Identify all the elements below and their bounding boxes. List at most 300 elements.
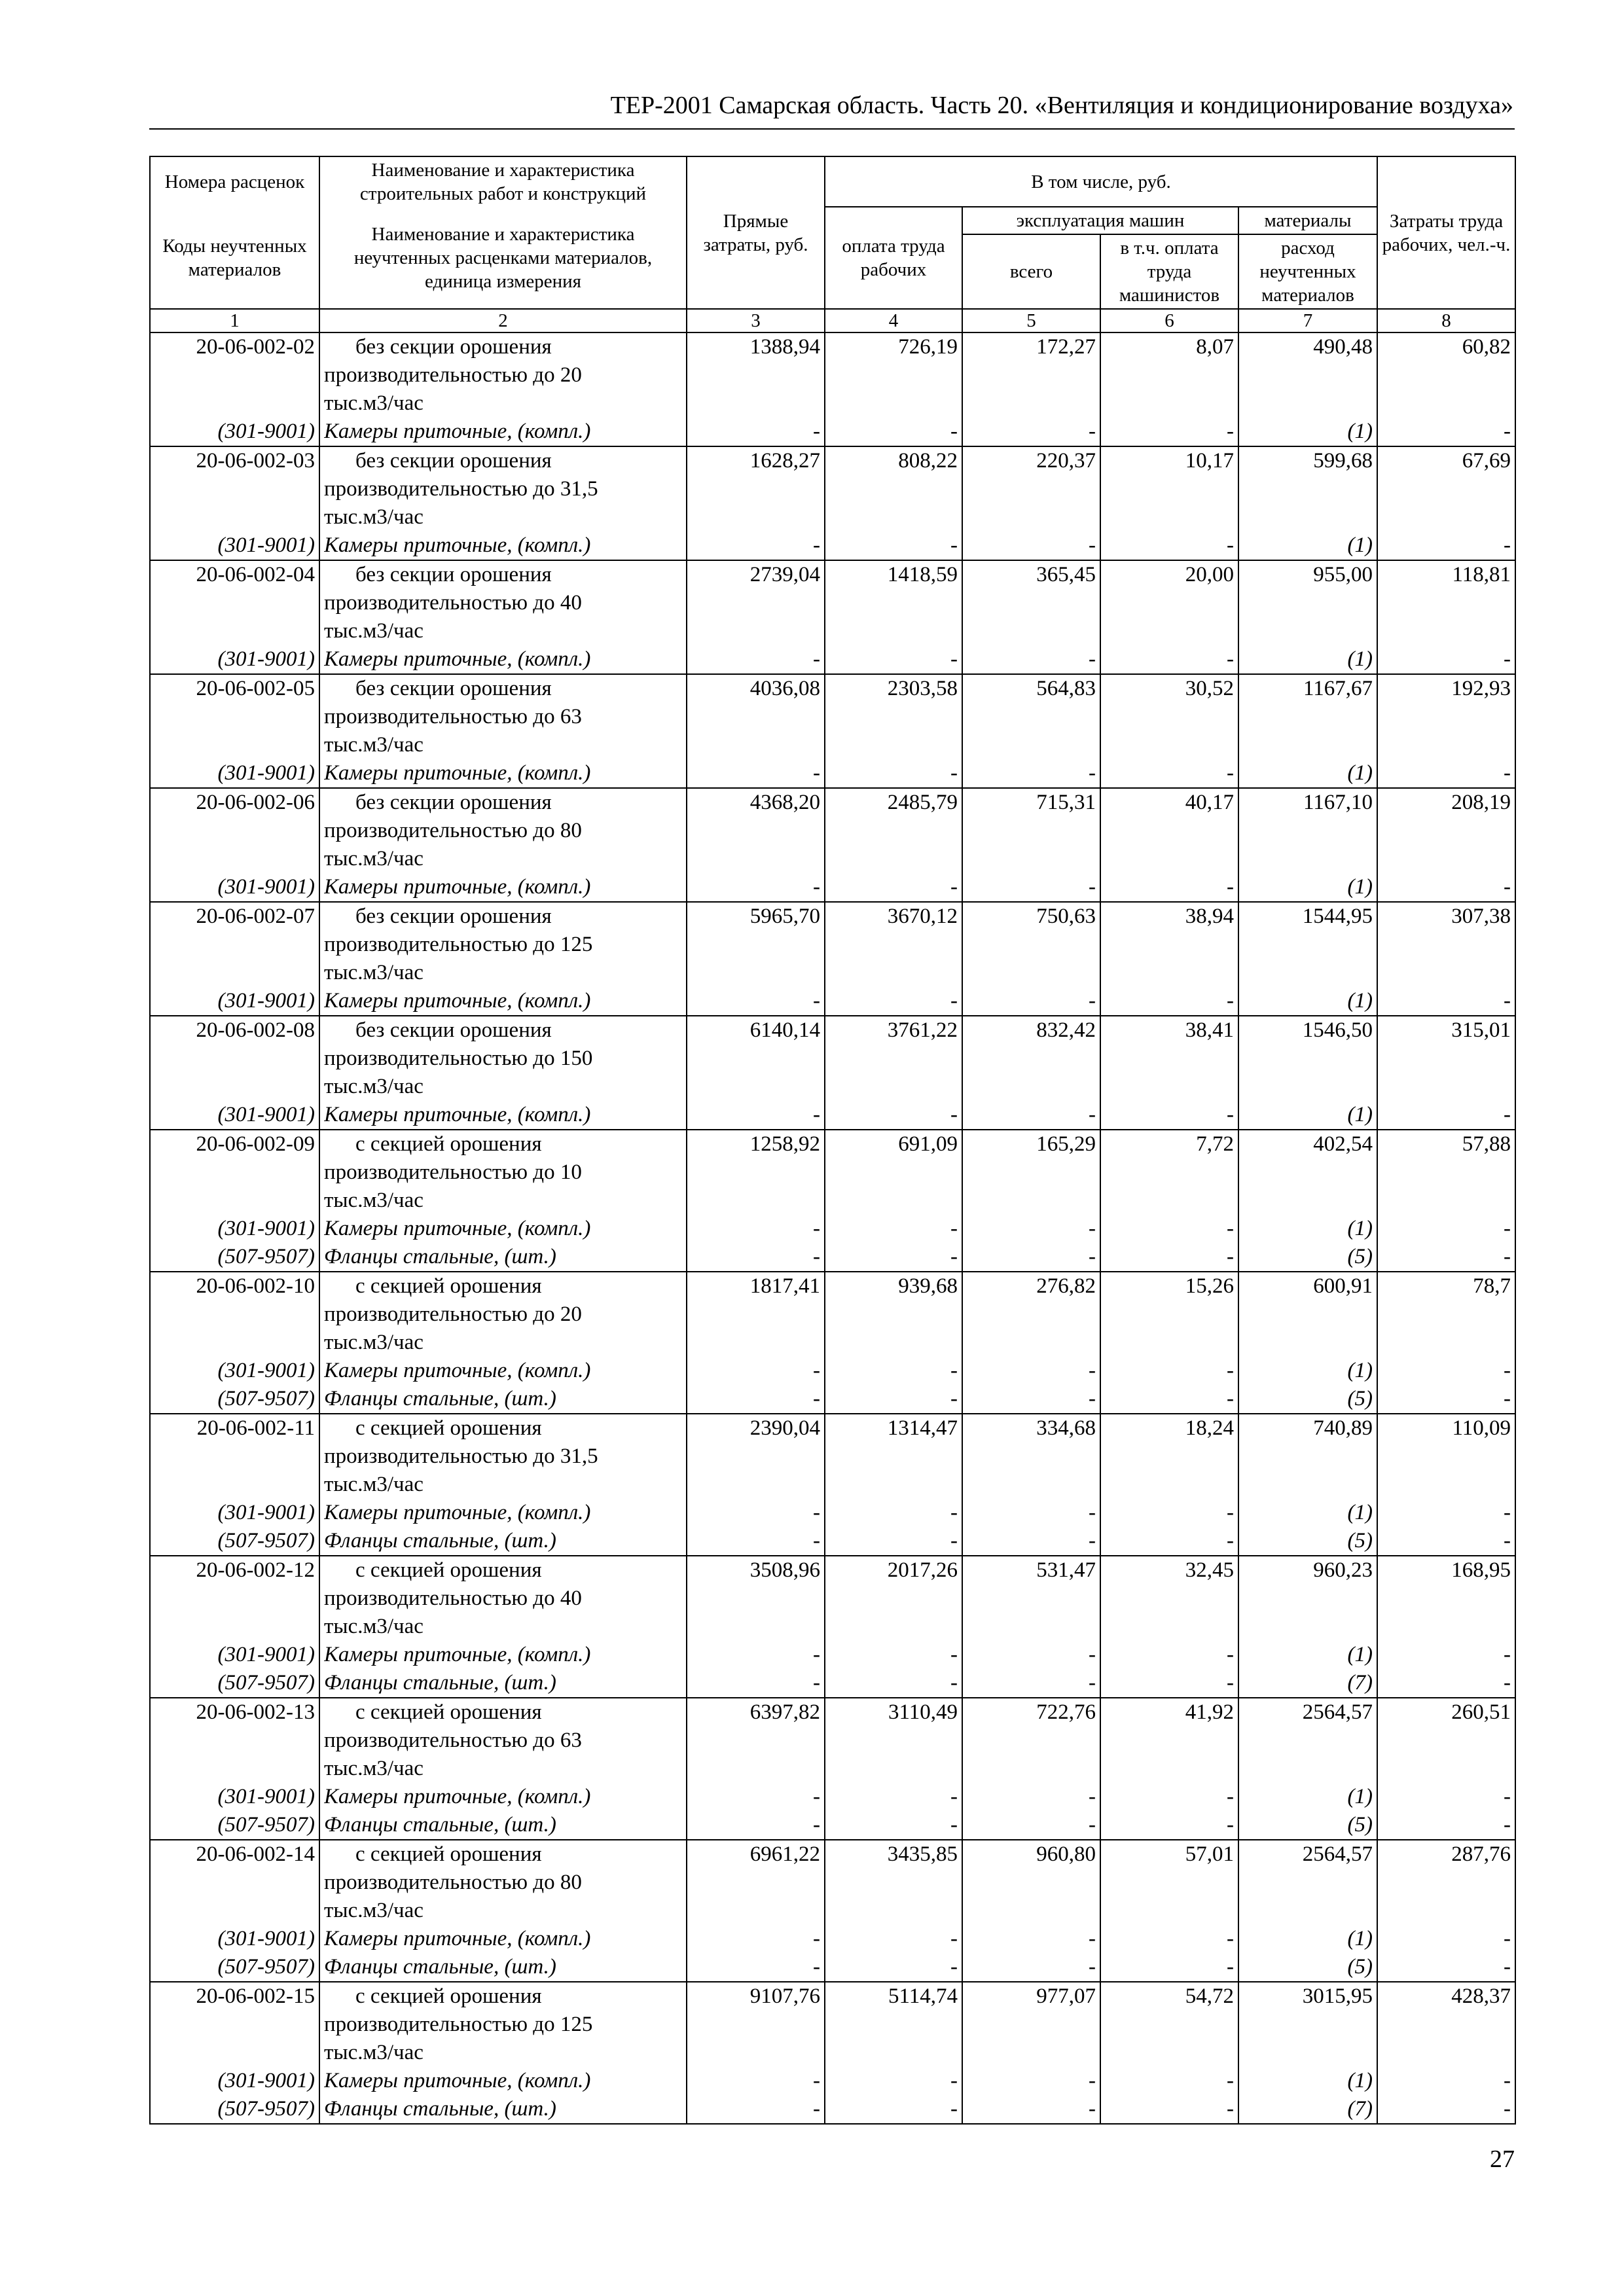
material-value: - (813, 1955, 820, 1979)
spacer-line (1105, 1073, 1234, 1101)
spacer-line (829, 1300, 958, 1329)
spacer-line (1382, 1158, 1511, 1187)
material-value: (1) (1347, 761, 1373, 785)
spacer-line (691, 475, 820, 503)
column-number: 6 (1100, 309, 1238, 332)
material-name: Камеры приточные, (компл.) (324, 989, 591, 1013)
material-value: - (950, 1103, 958, 1126)
spacer-line (967, 1073, 1096, 1101)
spacer-line (1105, 817, 1234, 845)
rate-description-line: производительностью до 63 (324, 1729, 582, 1752)
material-value: (5) (1347, 1245, 1373, 1268)
rate-code: 20-06-002-15 (196, 1984, 315, 2008)
spacer-line (154, 1073, 315, 1101)
material-value: - (950, 1785, 958, 1808)
rate-code-cell (150, 1272, 319, 1414)
spacer-line (1105, 703, 1234, 731)
material-value: - (950, 989, 958, 1013)
spacer-line (691, 1613, 820, 1641)
direct-costs-cell (687, 1840, 825, 1982)
rate-code: 20-06-002-08 (196, 1018, 315, 1042)
material-value: - (1089, 1103, 1096, 1126)
labor-wages-cell (825, 1840, 962, 1982)
spacer-line (1382, 389, 1511, 418)
material-value: - (950, 1359, 958, 1382)
spacer-line (1105, 617, 1234, 645)
material-value: - (950, 1927, 958, 1950)
column-number: 7 (1238, 309, 1377, 332)
spacer-line (154, 1187, 315, 1215)
material-value: - (1089, 1813, 1096, 1837)
table-row (150, 1272, 1515, 1414)
main-value: 4036,08 (749, 677, 820, 700)
main-value: 2739,04 (749, 563, 820, 586)
spacer-line (1243, 703, 1373, 731)
main-value: 2303,58 (887, 677, 958, 700)
machinist-wages-cell (1100, 1414, 1238, 1556)
spacer-line (829, 1158, 958, 1187)
spacer-line (829, 1329, 958, 1357)
main-value: 3761,22 (887, 1018, 958, 1042)
material-name: Камеры приточные, (компл.) (324, 2069, 591, 2092)
rate-description-line: производительностью до 40 (324, 591, 582, 615)
column-number: 8 (1377, 309, 1515, 332)
material-value: - (1227, 1643, 1234, 1666)
materials-cell (1238, 332, 1377, 446)
main-value: 3670,12 (887, 905, 958, 928)
main-value: 67,69 (1462, 449, 1511, 473)
spacer-line (1382, 589, 1511, 617)
spacer-line (1243, 1187, 1373, 1215)
main-value: 691,09 (898, 1132, 958, 1156)
spacer-line (1105, 1158, 1234, 1187)
rate-code: 20-06-002-02 (196, 335, 315, 359)
material-value: (1) (1347, 1501, 1373, 1524)
column-number: 4 (825, 309, 962, 332)
rate-description-line: производительностью до 80 (324, 1871, 582, 1894)
spacer-line (829, 1443, 958, 1471)
material-value: (1) (1347, 1217, 1373, 1240)
material-code: (301-9001) (217, 1785, 315, 1808)
material-value: - (950, 533, 958, 557)
spacer-line (967, 2011, 1096, 2039)
table-row (150, 1414, 1515, 1556)
material-value: - (1504, 1785, 1511, 1808)
material-value: - (1504, 1359, 1511, 1382)
rate-description-line: производительностью до 150 (324, 1047, 593, 1070)
material-value: - (1089, 647, 1096, 671)
machinist-wages-cell (1100, 1556, 1238, 1698)
header-materials-consumption: расход неучтенных материалов (1238, 234, 1377, 309)
material-code: (301-9001) (217, 1927, 315, 1950)
spacer-line (691, 1443, 820, 1471)
material-name: Камеры приточные, (компл.) (324, 533, 591, 557)
spacer-line (1382, 1727, 1511, 1755)
labor-costs-cell (1377, 788, 1515, 902)
spacer-line (691, 1727, 820, 1755)
materials-cell (1238, 902, 1377, 1016)
spacer-line (1243, 617, 1373, 645)
material-value: - (1504, 1643, 1511, 1666)
material-value: - (1504, 647, 1511, 671)
material-value: - (1504, 2069, 1511, 2092)
materials-cell (1238, 1982, 1377, 2124)
spacer-line (967, 817, 1096, 845)
spacer-line (691, 931, 820, 959)
main-value: 168,95 (1451, 1558, 1511, 1582)
spacer-line (1105, 2011, 1234, 2039)
rates-table (149, 156, 1516, 2125)
direct-costs-cell (687, 1414, 825, 1556)
table-row (150, 1698, 1515, 1840)
main-value: 315,01 (1451, 1018, 1511, 1042)
main-value: 1544,95 (1302, 905, 1373, 928)
rate-description-cell (319, 446, 687, 560)
page-number: 27 (1490, 2145, 1515, 2173)
main-value: 41,92 (1185, 1700, 1234, 1724)
main-value: 722,76 (1036, 1700, 1096, 1724)
rate-description-line: производительностью до 20 (324, 363, 582, 387)
material-value: - (1227, 1955, 1234, 1979)
spacer-line (154, 617, 315, 645)
material-value: - (1089, 2069, 1096, 2092)
spacer-line (691, 1869, 820, 1897)
main-value: 960,23 (1313, 1558, 1373, 1582)
machine-total-cell (962, 332, 1100, 446)
header-work-description: Наименование и характеристика строительных работ и конструкций (319, 156, 687, 207)
spacer-line (691, 503, 820, 531)
spacer-line (1382, 1443, 1511, 1471)
material-value: - (1089, 1217, 1096, 1240)
spacer-line (967, 1585, 1096, 1613)
material-name: Камеры приточные, (компл.) (324, 1785, 591, 1808)
spacer-line (1382, 503, 1511, 531)
rate-description-line: тыс.м3/час (324, 391, 424, 415)
material-name: Фланцы стальные, (шт.) (324, 1387, 556, 1410)
rate-description-line: тыс.м3/час (324, 1473, 424, 1496)
spacer-line (691, 617, 820, 645)
column-numbers-row (150, 309, 1515, 332)
material-value: - (1089, 1245, 1096, 1268)
spacer-line (1105, 1443, 1234, 1471)
materials-cell (1238, 1556, 1377, 1698)
material-value: - (1089, 1387, 1096, 1410)
spacer-line (1243, 361, 1373, 389)
spacer-line (154, 817, 315, 845)
labor-costs-cell (1377, 1272, 1515, 1414)
rate-description-line: производительностью до 125 (324, 2013, 593, 2036)
machine-total-cell (962, 1414, 1100, 1556)
rate-description-line: без секции орошения (355, 335, 552, 359)
spacer-line (967, 1755, 1096, 1783)
main-value: 4368,20 (749, 791, 820, 814)
spacer-line (1382, 1585, 1511, 1613)
spacer-line (829, 389, 958, 418)
rate-code-cell (150, 788, 319, 902)
spacer-line (1382, 1471, 1511, 1499)
machinist-wages-cell (1100, 902, 1238, 1016)
spacer-line (1105, 2039, 1234, 2067)
main-value: 1388,94 (749, 335, 820, 359)
spacer-line (967, 1727, 1096, 1755)
material-value: - (813, 1785, 820, 1808)
material-value: - (813, 1813, 820, 1837)
spacer-line (967, 1443, 1096, 1471)
main-value: 9107,76 (749, 1984, 820, 2008)
material-value: - (1504, 875, 1511, 899)
main-value: 2485,79 (887, 791, 958, 814)
material-value: - (1227, 647, 1234, 671)
material-value: - (1504, 2097, 1511, 2121)
material-value: - (813, 647, 820, 671)
spacer-line (1382, 1755, 1511, 1783)
spacer-line (691, 2011, 820, 2039)
spacer-line (1105, 1727, 1234, 1755)
materials-cell (1238, 1272, 1377, 1414)
spacer-line (1382, 2039, 1511, 2067)
machine-total-cell (962, 1982, 1100, 2124)
spacer-line (691, 1187, 820, 1215)
spacer-line (691, 1755, 820, 1783)
material-value: - (813, 1671, 820, 1695)
spacer-line (154, 1471, 315, 1499)
rate-description-line: тыс.м3/час (324, 1757, 424, 1780)
labor-costs-cell (1377, 1414, 1515, 1556)
header-including: В том числе, руб. (825, 156, 1377, 207)
material-value: - (1504, 1245, 1511, 1268)
machinist-wages-cell (1100, 332, 1238, 446)
material-name: Камеры приточные, (компл.) (324, 647, 591, 671)
rate-code-cell (150, 674, 319, 788)
rate-description-line: производительностью до 40 (324, 1587, 582, 1610)
spacer-line (1382, 1073, 1511, 1101)
rate-description-line: производительностью до 63 (324, 705, 582, 728)
material-value: - (1227, 1785, 1234, 1808)
material-value: - (1227, 1501, 1234, 1524)
main-value: 939,68 (898, 1274, 958, 1298)
main-value: 6140,14 (749, 1018, 820, 1042)
machine-total-cell (962, 674, 1100, 788)
material-name: Фланцы стальные, (шт.) (324, 1955, 556, 1979)
main-value: 307,38 (1451, 905, 1511, 928)
material-value: - (950, 1643, 958, 1666)
spacer-line (1243, 1613, 1373, 1641)
spacer-line (1243, 2011, 1373, 2039)
main-value: 30,52 (1185, 677, 1234, 700)
material-code: (507-9507) (217, 1813, 315, 1837)
materials-cell (1238, 560, 1377, 674)
spacer-line (967, 617, 1096, 645)
spacer-line (829, 503, 958, 531)
spacer-line (967, 1158, 1096, 1187)
rate-code: 20-06-002-04 (196, 563, 315, 586)
direct-costs-cell (687, 1016, 825, 1130)
material-value: - (813, 761, 820, 785)
rate-code: 20-06-002-05 (196, 677, 315, 700)
direct-costs-cell (687, 1698, 825, 1840)
material-value: - (1089, 1785, 1096, 1808)
material-value: (5) (1347, 1955, 1373, 1979)
main-value: 10,17 (1185, 449, 1234, 473)
labor-costs-cell (1377, 674, 1515, 788)
spacer-line (967, 1613, 1096, 1641)
rate-description-line: без секции орошения (355, 1018, 552, 1042)
main-value: 3435,85 (887, 1842, 958, 1866)
spacer-line (829, 1045, 958, 1073)
rate-description-cell (319, 1414, 687, 1556)
material-name: Фланцы стальные, (шт.) (324, 2097, 556, 2121)
material-value: - (950, 761, 958, 785)
labor-wages-cell (825, 1414, 962, 1556)
machine-total-cell (962, 902, 1100, 1016)
material-value: - (1504, 1387, 1511, 1410)
rate-description-cell (319, 1982, 687, 2124)
spacer-line (1105, 731, 1234, 759)
machine-total-cell (962, 1556, 1100, 1698)
machinist-wages-cell (1100, 1272, 1238, 1414)
rate-description-line: тыс.м3/час (324, 1331, 424, 1354)
labor-wages-cell (825, 560, 962, 674)
spacer-line (154, 1727, 315, 1755)
material-code: (507-9507) (217, 1245, 315, 1268)
material-value: - (1227, 2097, 1234, 2121)
material-value: - (1089, 989, 1096, 1013)
labor-costs-cell (1377, 446, 1515, 560)
material-value: - (1089, 1501, 1096, 1524)
spacer-line (691, 817, 820, 845)
material-value: - (1504, 1671, 1511, 1695)
labor-costs-cell (1377, 560, 1515, 674)
table-row (150, 332, 1515, 446)
spacer-line (1243, 389, 1373, 418)
labor-wages-cell (825, 788, 962, 902)
spacer-line (154, 503, 315, 531)
material-value: (1) (1347, 1785, 1373, 1808)
main-value: 715,31 (1036, 791, 1096, 814)
material-code: (301-9001) (217, 647, 315, 671)
material-value: (1) (1347, 1643, 1373, 1666)
main-value: 334,68 (1036, 1416, 1096, 1440)
material-value: (1) (1347, 420, 1373, 443)
table-row (150, 560, 1515, 674)
rate-description-cell (319, 1698, 687, 1840)
spacer-line (1243, 1585, 1373, 1613)
rate-description-line: производительностью до 125 (324, 933, 593, 956)
material-name: Камеры приточные, (компл.) (324, 1359, 591, 1382)
material-name: Фланцы стальные, (шт.) (324, 1529, 556, 1552)
machine-total-cell (962, 1272, 1100, 1414)
rate-description-line: без секции орошения (355, 791, 552, 814)
spacer-line (154, 1755, 315, 1783)
main-value: 402,54 (1313, 1132, 1373, 1156)
material-code: (507-9507) (217, 1529, 315, 1552)
spacer-line (691, 731, 820, 759)
main-value: 208,19 (1451, 791, 1511, 814)
material-value: - (1227, 1103, 1234, 1126)
spacer-line (1243, 845, 1373, 873)
material-code: (301-9001) (217, 1643, 315, 1666)
material-value: - (1227, 1245, 1234, 1268)
machine-total-cell (962, 1840, 1100, 1982)
rate-code-cell (150, 560, 319, 674)
spacer-line (967, 1329, 1096, 1357)
main-value: 3110,49 (888, 1700, 958, 1724)
rate-description-cell (319, 1272, 687, 1414)
material-value: - (1227, 1529, 1234, 1552)
spacer-line (829, 617, 958, 645)
spacer-line (154, 389, 315, 418)
machine-total-cell (962, 1698, 1100, 1840)
material-value: - (813, 1643, 820, 1666)
machine-total-cell (962, 446, 1100, 560)
material-value: - (1504, 1927, 1511, 1950)
spacer-line (1243, 731, 1373, 759)
main-value: 960,80 (1036, 1842, 1096, 1866)
main-value: 1817,41 (749, 1274, 820, 1298)
labor-costs-cell (1377, 1016, 1515, 1130)
spacer-line (967, 1471, 1096, 1499)
material-code: (301-9001) (217, 1103, 315, 1126)
spacer-line (154, 1869, 315, 1897)
rate-code: 20-06-002-13 (196, 1700, 315, 1724)
table-row (150, 1840, 1515, 1982)
spacer-line (1243, 931, 1373, 959)
material-code: (301-9001) (217, 989, 315, 1013)
material-value: - (1227, 1671, 1234, 1695)
material-value: - (950, 1245, 958, 1268)
rate-code: 20-06-002-10 (196, 1274, 315, 1298)
rate-description-line: тыс.м3/час (324, 1899, 424, 1922)
main-value: 750,63 (1036, 905, 1096, 928)
material-value: - (813, 1501, 820, 1524)
labor-costs-cell (1377, 1698, 1515, 1840)
material-code: (301-9001) (217, 875, 315, 899)
materials-cell (1238, 1130, 1377, 1272)
table-row (150, 1982, 1515, 2124)
rate-description-line: с секцией орошения (355, 1132, 542, 1156)
spacer-line (829, 1187, 958, 1215)
machinist-wages-cell (1100, 1840, 1238, 1982)
spacer-line (1105, 503, 1234, 531)
spacer-line (1382, 1869, 1511, 1897)
spacer-line (829, 2039, 958, 2067)
rate-description-line: производительностью до 31,5 (324, 477, 598, 501)
material-value: - (1227, 1813, 1234, 1837)
main-value: 276,82 (1036, 1274, 1096, 1298)
spacer-line (1243, 1755, 1373, 1783)
spacer-line (154, 1585, 315, 1613)
material-value: - (813, 875, 820, 899)
material-code: (301-9001) (217, 1501, 315, 1524)
rate-description-line: тыс.м3/час (324, 961, 424, 984)
rate-description-cell (319, 560, 687, 674)
spacer-line (1382, 1045, 1511, 1073)
main-value: 110,09 (1452, 1416, 1511, 1440)
spacer-line (1105, 1187, 1234, 1215)
machinist-wages-cell (1100, 788, 1238, 902)
spacer-line (1105, 1045, 1234, 1073)
material-name: Камеры приточные, (компл.) (324, 1927, 591, 1950)
main-value: 60,82 (1462, 335, 1511, 359)
materials-cell (1238, 1698, 1377, 1840)
material-value: - (950, 420, 958, 443)
main-value: 832,42 (1036, 1018, 1096, 1042)
material-code: (301-9001) (217, 2069, 315, 2092)
rate-description-line: с секцией орошения (355, 1700, 542, 1724)
labor-wages-cell (825, 1130, 962, 1272)
material-value: - (1089, 1671, 1096, 1695)
material-name: Камеры приточные, (компл.) (324, 1501, 591, 1524)
